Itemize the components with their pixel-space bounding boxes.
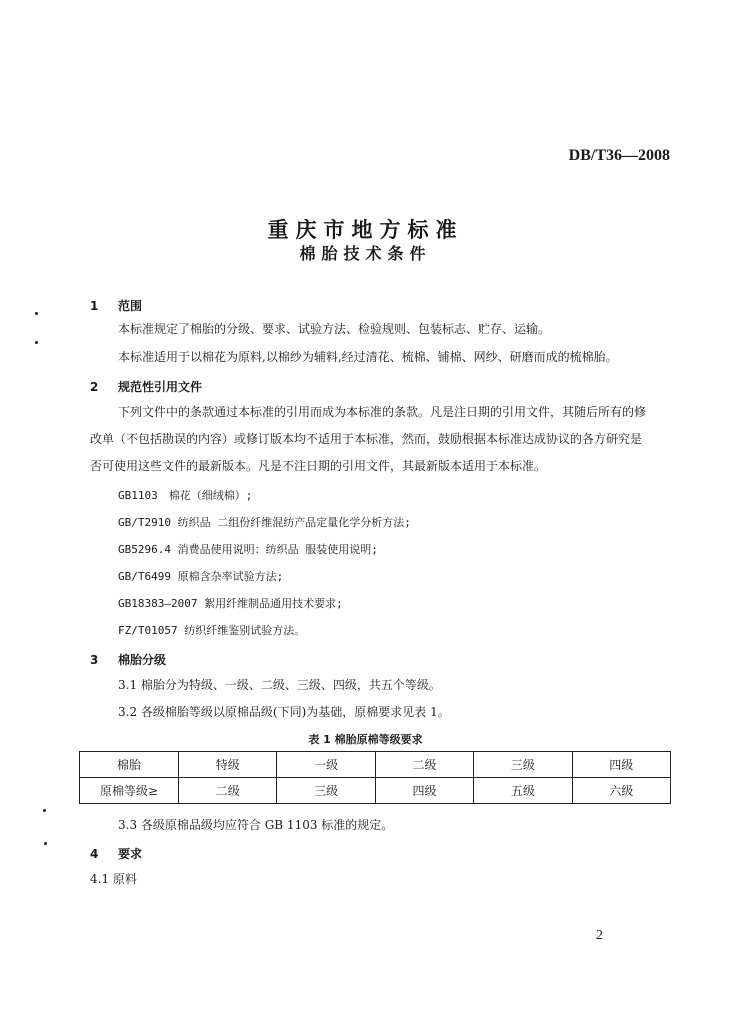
- table-row: [80, 778, 671, 804]
- table-cell: 二级: [375, 752, 473, 778]
- page-number: 2: [596, 928, 603, 943]
- table-cell: 棉胎: [80, 752, 179, 778]
- table-cell: 六级: [572, 778, 670, 804]
- normative-reference: GB1103 棉花（细绒棉）;: [118, 489, 253, 502]
- section-number: 1: [90, 299, 99, 313]
- table-row: [80, 752, 671, 778]
- normative-reference: GB/T2910 纺织品 二组份纤维混纺产品定量化学分析方法;: [118, 516, 411, 529]
- table-cell: 四级: [375, 778, 473, 804]
- normative-reference: GB18383—2007 絮用纤维制品通用技术要求;: [118, 597, 343, 610]
- section-title: 棉胎分级: [118, 653, 167, 667]
- section-number: 3: [90, 653, 99, 667]
- table-cell: 三级: [277, 778, 375, 804]
- section-2-paragraph-line-1: 下列文件中的条款通过本标准的引用而成为本标准的条款。凡是注日期的引用文件，其随后所有的修: [118, 405, 647, 419]
- grade-table: [79, 751, 671, 804]
- clause-3-2: 3.2 各级棉胎等级以原棉品级(下同)为基础，原棉要求见表 1。: [118, 705, 450, 719]
- clause-3-1: 3.1 棉胎分为特级、一级、二级、三级、四级，共五个等级。: [118, 678, 441, 692]
- clause-3-3: 3.3 各级原棉品级均应符合 GB 1103 标准的规定。: [118, 818, 394, 832]
- normative-reference: GB/T6499 原棉含杂率试验方法;: [118, 570, 284, 583]
- scan-speck: [35, 341, 38, 344]
- section-3-heading: [90, 651, 166, 668]
- table-cell: 三级: [474, 752, 572, 778]
- section-2-heading: [90, 378, 202, 395]
- table-cell: 原棉等级≥: [80, 778, 179, 804]
- section-title: 要求: [118, 847, 143, 861]
- section-2-paragraph-line-2: 改单（不包括勘误的内容）或修订版本均不适用于本标准，然而，鼓励根据本标准达成协议的各方研究是: [90, 432, 643, 446]
- section-number: 4: [90, 847, 99, 861]
- section-title: 范围: [118, 299, 143, 313]
- scan-speck: [44, 842, 47, 845]
- normative-reference: GB5296.4 消费品使用说明：纺织品 服装使用说明;: [118, 543, 378, 556]
- clause-4-1: 4.1 原料: [90, 872, 137, 886]
- document-title: 重庆市地方标准: [267, 218, 464, 242]
- table-cell: 四级: [572, 752, 670, 778]
- scan-speck: [43, 809, 46, 812]
- section-1-paragraph-2: 本标准适用于以棉花为原料,以棉纱为辅料,经过清花、梳棉、铺棉、网纱、研磨而成的梳棉胎。: [118, 350, 618, 364]
- scan-speck: [35, 312, 38, 315]
- section-number: 2: [90, 380, 99, 394]
- section-1-heading: [90, 297, 142, 314]
- table-cell: 五级: [474, 778, 572, 804]
- document-subtitle: 棉胎技术条件: [299, 244, 432, 263]
- section-2-paragraph-line-3: 否可使用这些文件的最新版本。凡是不注日期的引用文件，其最新版本适用于本标准。: [90, 459, 547, 473]
- table-cell: 一级: [277, 752, 375, 778]
- section-title: 规范性引用文件: [118, 380, 203, 394]
- normative-reference: FZ/T01057 纺织纤维鉴别试验方法。: [118, 624, 306, 637]
- table-cell: 特级: [179, 752, 277, 778]
- section-4-heading: [90, 845, 142, 862]
- section-1-paragraph-1: 本标准规定了棉胎的分级、要求、试验方法、检验规则、包装标志、贮存、运输。: [118, 322, 551, 336]
- standard-number: DB/T36—2008: [568, 147, 670, 164]
- table-caption: 表 1 棉胎原棉等级要求: [308, 733, 423, 746]
- table-cell: 二级: [179, 778, 277, 804]
